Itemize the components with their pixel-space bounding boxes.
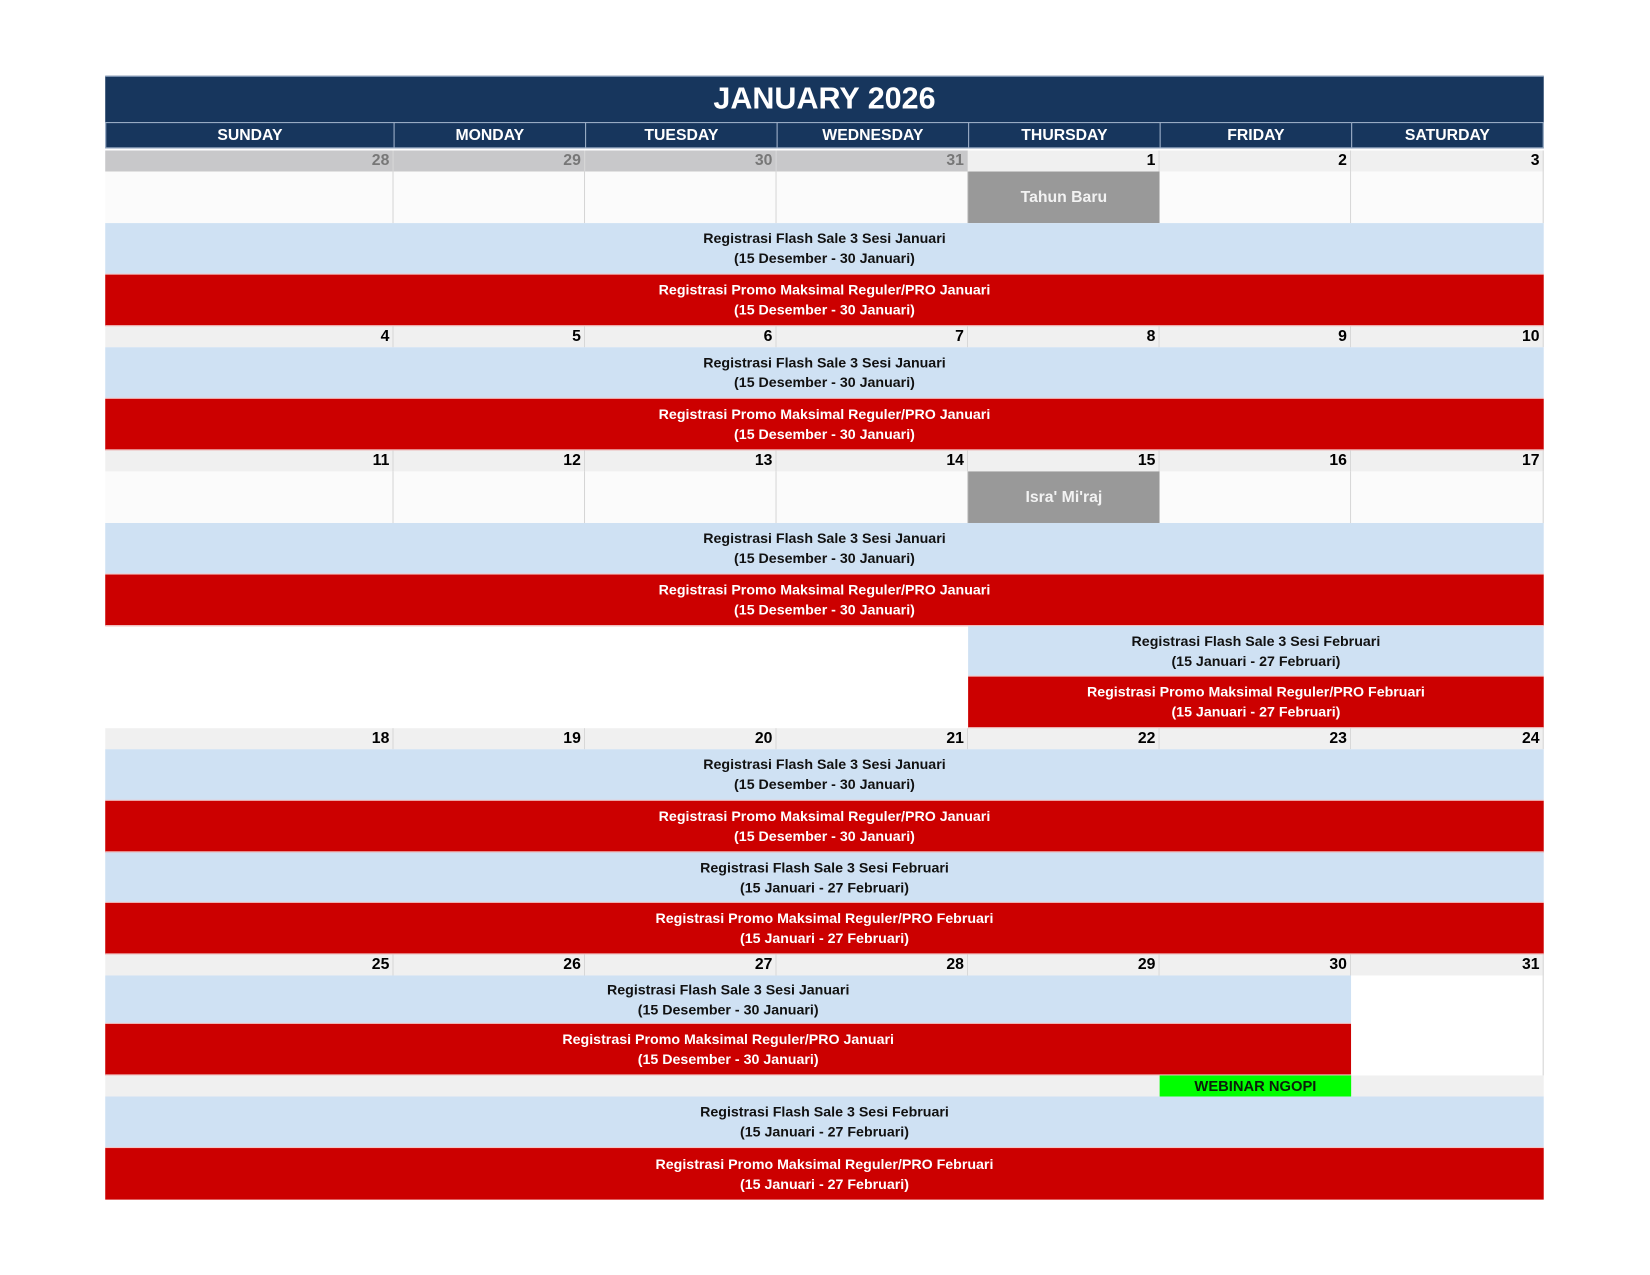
- date-cell[interactable]: 24: [1351, 728, 1544, 749]
- date-cell[interactable]: 16: [1160, 450, 1352, 471]
- date-cell[interactable]: 23: [1160, 728, 1352, 749]
- event-dates: (15 Desember - 30 Januari): [734, 426, 915, 442]
- empty-cell[interactable]: [585, 471, 777, 523]
- date-cell[interactable]: 18: [105, 728, 393, 749]
- event-title: Registrasi Promo Maksimal Reguler/PRO Januari: [658, 808, 991, 824]
- weekday-monday: MONDAY: [394, 122, 586, 148]
- date-cell[interactable]: 13: [585, 450, 777, 471]
- date-cell[interactable]: 22: [968, 728, 1160, 749]
- event-flash-sale-februari[interactable]: [105, 852, 1543, 903]
- event-dates: (15 Januari - 27 Februari): [739, 1123, 909, 1140]
- event-title: Registrasi Flash Sale 3 Sesi Februari: [700, 1103, 949, 1120]
- date-cell[interactable]: 31: [777, 150, 969, 171]
- event-dates: (15 Januari - 27 Februari): [739, 1175, 909, 1192]
- date-cell[interactable]: 12: [394, 450, 586, 471]
- weekday-wednesday: WEDNESDAY: [777, 122, 969, 148]
- date-cell[interactable]: 2: [1160, 150, 1352, 171]
- event-promo-maksimal-februari[interactable]: [105, 903, 1543, 955]
- weekday-friday: FRIDAY: [1160, 122, 1352, 148]
- date-cell[interactable]: 9: [1160, 326, 1352, 347]
- empty-cell[interactable]: [1160, 172, 1352, 224]
- date-cell[interactable]: 8: [968, 326, 1160, 347]
- empty-cell[interactable]: [105, 471, 393, 523]
- empty-cell[interactable]: [1160, 471, 1352, 523]
- event-title: Registrasi Promo Maksimal Reguler/PRO Februari: [655, 910, 994, 927]
- date-cell[interactable]: 29: [968, 954, 1160, 975]
- event-flash-sale-januari[interactable]: [105, 223, 1543, 275]
- event-webinar-ngopi[interactable]: WEBINAR NGOPI: [1160, 1075, 1352, 1096]
- empty-cell[interactable]: [585, 172, 777, 224]
- event-dates: (15 Januari - 27 Februari): [1171, 703, 1341, 720]
- date-cell[interactable]: 30: [585, 150, 777, 171]
- event-title: Registrasi Flash Sale 3 Sesi Februari: [1131, 632, 1381, 649]
- empty-cell[interactable]: [1351, 172, 1544, 224]
- empty-cell[interactable]: [394, 172, 586, 224]
- event-promo-maksimal-januari[interactable]: [105, 1024, 1351, 1076]
- event-flash-sale-februari[interactable]: [105, 1096, 1543, 1148]
- event-dates: (15 Januari - 27 Februari): [1171, 652, 1341, 669]
- event-title: Registrasi Flash Sale 3 Sesi Januari: [606, 981, 850, 998]
- holiday-new-year[interactable]: Tahun Baru: [968, 172, 1160, 224]
- empty-cell[interactable]: [1351, 975, 1544, 1075]
- event-dates: (15 Desember - 30 Januari): [734, 302, 915, 318]
- calendar-title: JANUARY 2026: [105, 76, 1543, 122]
- date-cell[interactable]: 14: [777, 450, 969, 471]
- event-flash-sale-januari[interactable]: [105, 347, 1543, 399]
- date-cell[interactable]: 30: [1160, 954, 1352, 975]
- date-cell[interactable]: 7: [777, 326, 969, 347]
- date-cell[interactable]: 11: [105, 450, 393, 471]
- weekday-saturday: SATURDAY: [1351, 122, 1544, 148]
- date-cell[interactable]: 28: [777, 954, 969, 975]
- date-cell[interactable]: 10: [1351, 326, 1544, 347]
- event-title: Registrasi Flash Sale 3 Sesi Februari: [700, 859, 949, 875]
- event-promo-maksimal-januari[interactable]: [105, 275, 1543, 327]
- event-title: Registrasi Flash Sale 3 Sesi Januari: [703, 230, 946, 247]
- weekday-tuesday: TUESDAY: [585, 122, 777, 148]
- event-flash-sale-februari[interactable]: [968, 626, 1544, 677]
- empty-cell[interactable]: [777, 172, 969, 224]
- empty-cell[interactable]: [777, 471, 969, 523]
- event-title: Registrasi Promo Maksimal Reguler/PRO Januari: [658, 581, 991, 598]
- event-dates: (15 Desember - 30 Januari): [734, 250, 915, 267]
- event-title: Registrasi Promo Maksimal Reguler/PRO Februari: [1086, 683, 1425, 700]
- event-promo-maksimal-februari[interactable]: [105, 1148, 1543, 1200]
- event-dates: (15 Desember - 30 Januari): [734, 828, 915, 844]
- event-dates: (15 Januari - 27 Februari): [739, 879, 909, 895]
- date-cell[interactable]: 6: [585, 326, 777, 347]
- date-cell[interactable]: 28: [105, 150, 393, 171]
- holiday-isra-miraj[interactable]: Isra' Mi'raj: [968, 471, 1160, 523]
- event-flash-sale-januari[interactable]: [105, 975, 1351, 1023]
- event-promo-maksimal-januari[interactable]: [105, 801, 1543, 853]
- date-cell[interactable]: 21: [777, 728, 969, 749]
- event-title: Registrasi Promo Maksimal Reguler/PRO Januari: [562, 1031, 894, 1048]
- event-promo-maksimal-februari[interactable]: [968, 677, 1544, 729]
- event-dates: (15 Desember - 30 Januari): [734, 374, 915, 391]
- date-cell[interactable]: 3: [1351, 150, 1544, 171]
- weekday-thursday: THURSDAY: [968, 122, 1160, 148]
- event-title: Registrasi Flash Sale 3 Sesi Januari: [703, 354, 946, 371]
- event-dates: (15 Desember - 30 Januari): [637, 1001, 819, 1018]
- event-dates: (15 Desember - 30 Januari): [637, 1051, 819, 1068]
- empty-cell[interactable]: [394, 471, 586, 523]
- event-promo-maksimal-januari[interactable]: [105, 399, 1543, 451]
- event-dates: (15 Desember - 30 Januari): [734, 776, 915, 793]
- date-cell[interactable]: 20: [585, 728, 777, 749]
- date-cell[interactable]: 17: [1351, 450, 1544, 471]
- event-promo-maksimal-januari[interactable]: [105, 575, 1543, 627]
- date-cell[interactable]: 26: [394, 954, 586, 975]
- date-cell[interactable]: 5: [394, 326, 586, 347]
- event-dates: (15 Desember - 30 Januari): [734, 550, 915, 567]
- event-title: Registrasi Promo Maksimal Reguler/PRO Januari: [658, 282, 991, 298]
- event-flash-sale-januari[interactable]: [105, 749, 1543, 801]
- empty-cell[interactable]: [1351, 471, 1544, 523]
- date-cell[interactable]: 27: [585, 954, 777, 975]
- event-dates: (15 Desember - 30 Januari): [734, 601, 915, 618]
- empty-cell[interactable]: [105, 172, 393, 224]
- event-title: Registrasi Promo Maksimal Reguler/PRO Januari: [658, 406, 991, 422]
- date-cell[interactable]: 4: [105, 326, 393, 347]
- event-flash-sale-januari[interactable]: [105, 523, 1543, 575]
- event-title: Registrasi Promo Maksimal Reguler/PRO Februari: [655, 1155, 994, 1172]
- date-cell[interactable]: 31: [1351, 954, 1544, 975]
- date-cell[interactable]: 15: [968, 450, 1160, 471]
- date-cell[interactable]: 25: [105, 954, 393, 975]
- date-cell[interactable]: 1: [968, 150, 1160, 171]
- event-dates: (15 Januari - 27 Februari): [739, 930, 909, 947]
- date-cell[interactable]: 19: [394, 728, 586, 749]
- event-title: Registrasi Flash Sale 3 Sesi Januari: [703, 756, 946, 773]
- weekday-sunday: SUNDAY: [105, 122, 393, 148]
- date-cell[interactable]: 29: [394, 150, 586, 171]
- event-title: Registrasi Flash Sale 3 Sesi Januari: [703, 530, 946, 547]
